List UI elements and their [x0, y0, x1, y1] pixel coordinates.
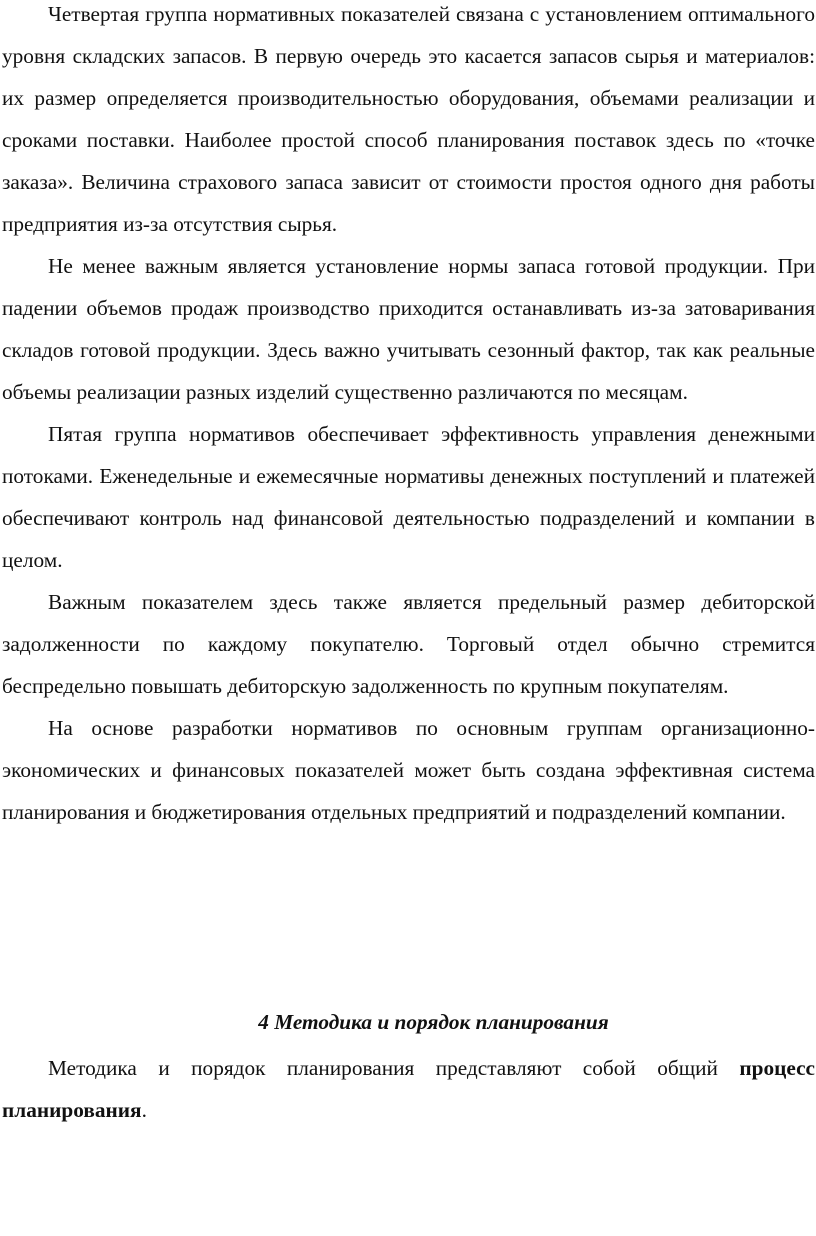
intro-end: .	[141, 1098, 147, 1122]
paragraph-receivables: Важным показателем здесь также является предельный размер дебиторской задолженности по каждому покупателю. Торговый отдел обычно стремится беспредельно повышать дебиторскую задолженность по крупным покупателям.	[2, 590, 815, 698]
paragraph-inventory-norms: Четвертая группа нормативных показателей связана с установлением оптимального уровня складских запасов. В первую очередь это касается запасов сырья и материалов: их размер определяется производительностью оборудования, объемами реализации и сроками поставки. Наиболее простой способ планирования поставок здесь по «точке заказа». Величина страхового запаса зависит от стоимости простоя одного дня работы предприятия из-за отсутствия сырья.	[2, 2, 815, 236]
section-heading: 4 Методика и порядок планирования	[258, 1010, 609, 1034]
paragraph-methodology-intro	[2, 1047, 815, 1131]
intro-text: Методика и порядок планирования представляют собой общий	[48, 1056, 740, 1080]
paragraph-finished-goods: Не менее важным является установление нормы запаса готовой продукции. При падении объемов продаж производство приходится останавливать из-за затоваривания складов готовой продукции. Здесь важно учитывать сезонный фактор, так как реальные объемы реализации разных изделий существенно различаются по месяцам.	[2, 254, 815, 404]
section-gap	[2, 833, 815, 1001]
paragraph-budgeting-system: На основе разработки нормативов по основным группам организационно-экономических и финансовых показателей может быть создана эффективная система планирования и бюджетирования отдельных предприятий и подразделений компании.	[2, 716, 815, 824]
intro-bold-term: процесс планирования	[2, 1056, 815, 1122]
paragraph-cash-flow: Пятая группа нормативов обеспечивает эффективность управления денежными потоками. Еженедельные и ежемесячные нормативы денежных поступлений и платежей обеспечивают контроль над финансовой деятельностью подразделений и компании в целом.	[2, 422, 815, 572]
